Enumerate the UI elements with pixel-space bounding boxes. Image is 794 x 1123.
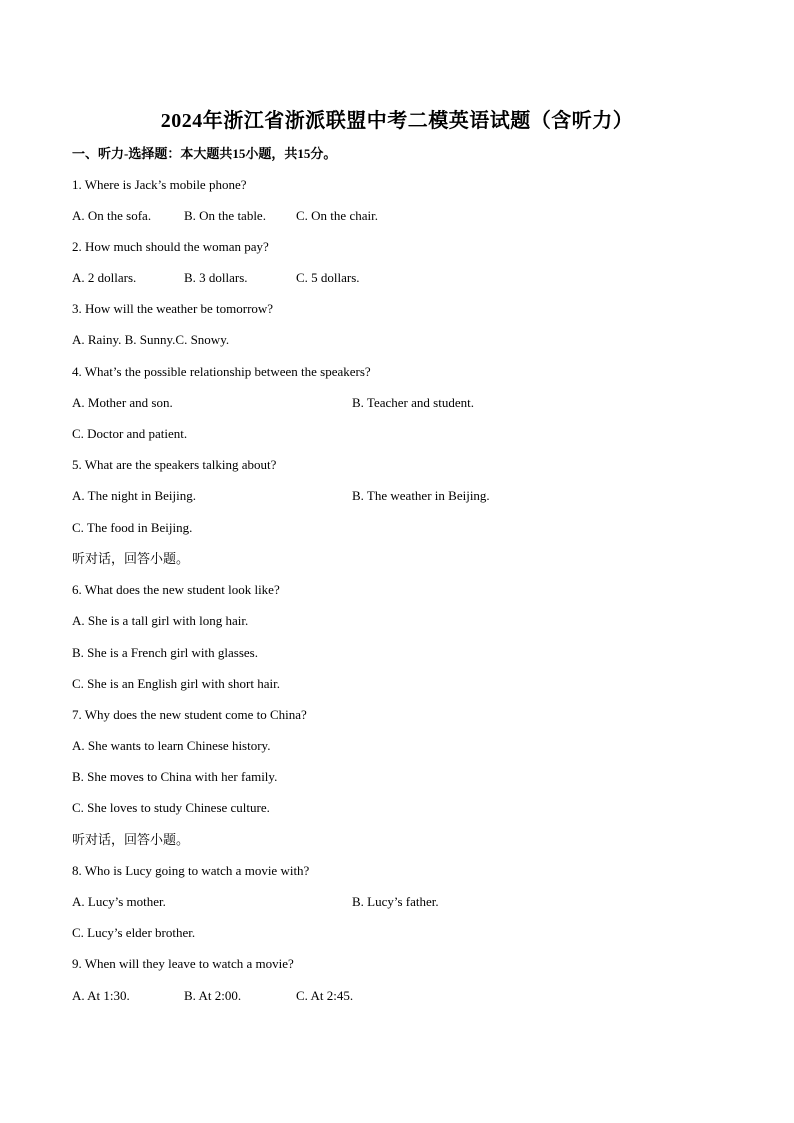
q7-option-b: B. She moves to China with her family.: [72, 769, 278, 784]
listen-instruction-1: 听对话，回答小题。: [72, 551, 190, 566]
q3-options: A. Rainy. B. Sunny.C. Snowy.: [72, 332, 230, 347]
question-7: 7. Why does the new student come to China?: [72, 707, 307, 722]
q8-option-a: A. Lucy’s mother.: [72, 894, 166, 909]
question-8: 8. Who is Lucy going to watch a movie with?: [72, 863, 310, 878]
listen-instruction-2: 听对话，回答小题。: [72, 832, 190, 847]
q1-option-b: B. On the table.: [184, 208, 266, 223]
q6-option-c: C. She is an English girl with short hair.: [72, 676, 280, 691]
q7-option-c: C. She loves to study Chinese culture.: [72, 800, 270, 815]
question-1: 1. Where is Jack’s mobile phone?: [72, 177, 247, 192]
question-6: 6. What does the new student look like?: [72, 582, 280, 597]
q9-option-a: A. At 1:30.: [72, 988, 130, 1003]
section-header: 一、听力-选择题：本大题共15小题，共15分。: [72, 146, 337, 161]
q2-option-c: C. 5 dollars.: [296, 270, 360, 285]
q4-option-c: C. Doctor and patient.: [72, 426, 188, 441]
question-3: 3. How will the weather be tomorrow?: [72, 301, 274, 316]
q6-option-b: B. She is a French girl with glasses.: [72, 645, 258, 660]
question-4: 4. What’s the possible relationship between the speakers?: [72, 364, 371, 379]
q8-option-b: B. Lucy’s father.: [352, 894, 439, 909]
q8-option-c: C. Lucy’s elder brother.: [72, 925, 196, 940]
q5-option-c: C. The food in Beijing.: [72, 520, 193, 535]
q4-option-b: B. Teacher and student.: [352, 395, 474, 410]
q4-option-a: A. Mother and son.: [72, 395, 173, 410]
q5-option-a: A. The night in Beijing.: [72, 488, 196, 503]
q7-option-a: A. She wants to learn Chinese history.: [72, 738, 271, 753]
page-title: 2024年浙江省浙派联盟中考二模英语试题（含听力）: [160, 110, 634, 132]
question-9: 9. When will they leave to watch a movie?: [72, 956, 294, 971]
question-5: 5. What are the speakers talking about?: [72, 457, 277, 472]
q1-option-a: A. On the sofa.: [72, 208, 152, 223]
q2-option-b: B. 3 dollars.: [184, 270, 248, 285]
q5-option-b: B. The weather in Beijing.: [352, 488, 490, 503]
q2-option-a: A. 2 dollars.: [72, 270, 137, 285]
q6-option-a: A. She is a tall girl with long hair.: [72, 613, 249, 628]
question-2: 2. How much should the woman pay?: [72, 239, 269, 254]
q9-option-c: C. At 2:45.: [296, 988, 354, 1003]
q9-option-b: B. At 2:00.: [184, 988, 242, 1003]
q1-option-c: C. On the chair.: [296, 208, 378, 223]
